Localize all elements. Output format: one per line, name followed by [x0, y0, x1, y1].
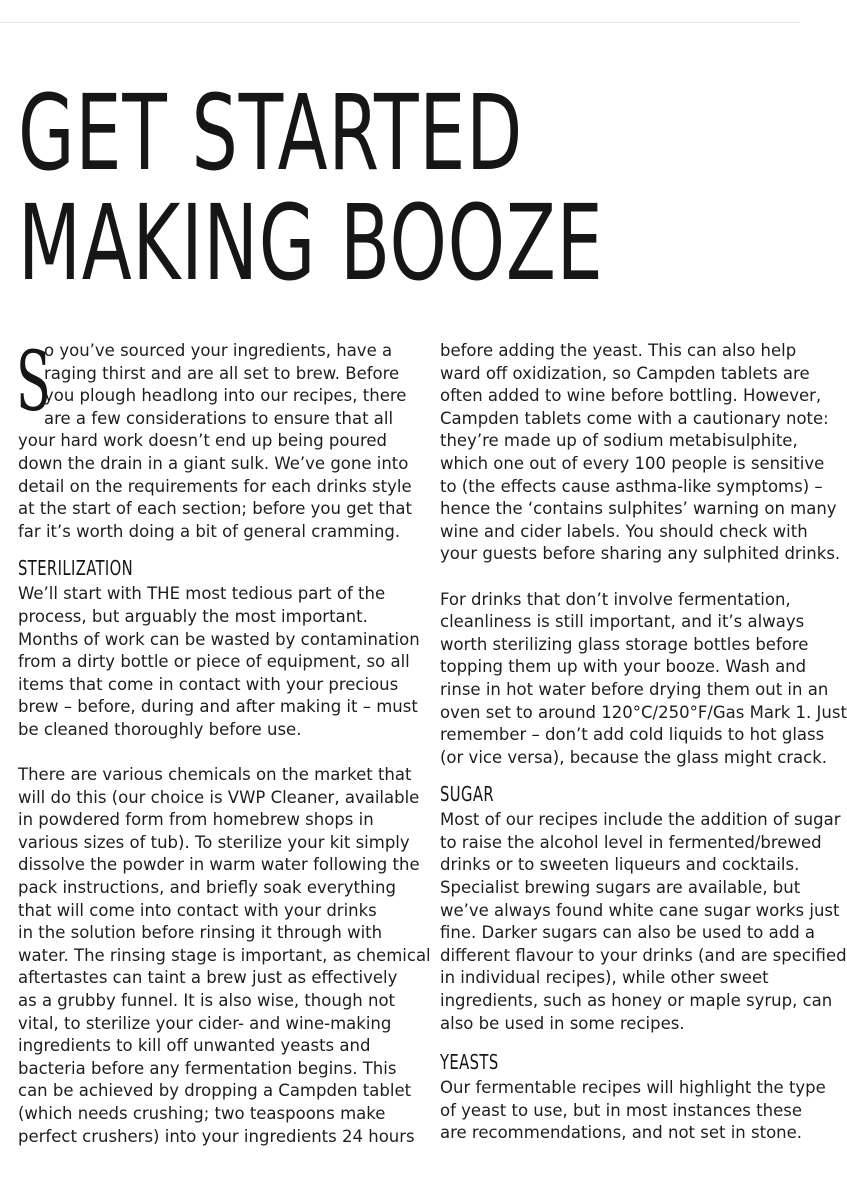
body-line: worth sterilizing glass storage bottles before — [440, 634, 809, 654]
intro-line: your hard work doesn’t end up being poured — [18, 431, 387, 451]
body-line: different flavour to your drinks (and are specified — [440, 945, 847, 965]
body-line: rinse in hot water before drying them out in an — [440, 679, 829, 699]
body-line: process, but arguably the most important. — [18, 606, 368, 626]
top-rule — [0, 22, 800, 23]
paragraph-gap — [18, 742, 418, 765]
sterilization-heading: STERILIZATION — [18, 556, 134, 581]
body-line: dissolve the powder in warm water following the — [18, 855, 420, 875]
body-line: cleanliness is still important, and it’s always — [440, 612, 805, 632]
body-line: to raise the alcohol level in fermented/brewed — [440, 832, 822, 852]
yeasts-paragraph — [440, 1077, 826, 1145]
intro-line: detail on the requirements for each drinks style — [18, 476, 412, 496]
body-line: which one out of every 100 people is sensitive — [440, 453, 825, 473]
body-line: ingredients, such as honey or maple syrup, can — [440, 991, 833, 1011]
body-line: fine. Darker sugars can also be used to add a — [440, 923, 816, 943]
body-line: For drinks that don’t involve fermentation, — [440, 589, 791, 609]
body-line: ingredients to kill off unwanted yeasts and — [18, 1036, 371, 1056]
body-line: oven set to around 120°C/250°F/Gas Mark 1. Just — [440, 702, 847, 722]
glass-bottles-paragraph — [440, 589, 847, 770]
body-line: will do this (our choice is VWP Cleaner, available — [18, 787, 420, 807]
body-line: (which needs crushing; two teaspoons make — [18, 1104, 386, 1123]
body-line: Months of work can be wasted by contamination — [18, 629, 420, 649]
body-line: in powdered form from homebrew shops in — [18, 810, 374, 830]
body-line: (or vice versa), because the glass might crack. — [440, 747, 828, 767]
body-line: We’ll start with THE most tedious part of the — [18, 584, 386, 604]
right-column — [440, 340, 847, 1145]
body-line: Campden tablets come with a cautionary note: — [440, 408, 829, 428]
body-line: Specialist brewing sugars are available, but — [440, 878, 801, 898]
body-line: Our fermentable recipes will highlight the type — [440, 1078, 826, 1098]
body-line: to (the effects cause asthma-like symptoms) – — [440, 476, 823, 496]
body-line: they’re made up of sodium metabisulphite, — [440, 431, 798, 451]
campden-paragraph — [440, 340, 841, 566]
body-line: water. The rinsing stage is important, as chemical — [18, 945, 431, 965]
body-line: vital, to sterilize your cider- and wine-making — [18, 1013, 392, 1033]
body-line: before adding the yeast. This can also help — [440, 341, 797, 360]
intro-line: down the drain in a giant sulk. We’ve gone into — [18, 453, 409, 473]
body-line: your guests before sharing any sulphited drinks. — [440, 544, 841, 564]
title-line-2: MAKING BOOZE — [18, 182, 604, 304]
body-line: also be used in some recipes. — [440, 1013, 685, 1033]
body-line: brew – before, during and after making it – must — [18, 697, 418, 717]
paragraph-gap — [440, 566, 800, 589]
body-line: that will come into contact with your drinks — [18, 900, 377, 920]
body-line: are recommendations, and not set in stone. — [440, 1123, 803, 1143]
left-column — [16, 335, 431, 1148]
body-line: in individual recipes), while other sweet — [440, 968, 769, 988]
body-line: There are various chemicals on the market that — [18, 765, 412, 785]
drop-cap: S — [16, 335, 51, 430]
body-line: topping them up with your booze. Wash and — [440, 657, 807, 677]
body-line: bacteria before any fermentation begins. This — [18, 1058, 397, 1078]
page-title — [18, 72, 604, 304]
body-line: various sizes of tub). To sterilize your kit simply — [18, 832, 410, 852]
body-line: we’ve always found white cane sugar works just — [440, 900, 840, 920]
sugar-heading: SUGAR — [440, 782, 495, 807]
body-line: items that come in contact with your precious — [18, 674, 399, 694]
body-line: drinks or to sweeten liqueurs and cocktails. — [440, 855, 800, 875]
intro-line: are a few considerations to ensure that all — [44, 408, 394, 428]
body-line: from a dirty bottle or piece of equipment, so all — [18, 652, 410, 672]
body-line: can be achieved by dropping a Campden tablet — [18, 1081, 412, 1101]
sterilization-paragraph-2 — [18, 764, 431, 1148]
body-line: remember – don’t add cold liquids to hot glass — [440, 725, 825, 745]
body-line: as a grubby funnel. It is also wise, though not — [18, 991, 396, 1011]
intro-line: at the start of each section; before you get that — [18, 499, 412, 519]
body-line: be cleaned thoroughly before use. — [18, 719, 302, 739]
body-line: wine and cider labels. You should check with — [440, 521, 808, 541]
body-line: hence the ‘contains sulphites’ warning on many — [440, 499, 837, 519]
intro-line: you plough headlong into our recipes, there — [44, 386, 407, 406]
body-line: often added to wine before bottling. However, — [440, 386, 822, 406]
sterilization-paragraph-1 — [18, 583, 418, 741]
sugar-paragraph — [440, 809, 847, 1035]
body-line: of yeast to use, but in most instances these — [440, 1100, 802, 1120]
title-line-1: GET STARTED — [18, 72, 524, 194]
yeasts-heading: YEASTS — [440, 1050, 499, 1075]
body-line: Most of our recipes include the addition of sugar — [440, 810, 841, 830]
body-line: ward off oxidization, so Campden tablets are — [440, 363, 810, 383]
body-line: aftertastes can taint a brew just as effectively — [18, 968, 398, 988]
intro-paragraph — [16, 335, 418, 543]
intro-line: o you’ve sourced your ingredients, have a — [44, 341, 393, 360]
intro-line: far it’s worth doing a bit of general cramming. — [18, 521, 401, 541]
intro-line: raging thirst and are all set to brew. Before — [44, 363, 400, 383]
body-line: in the solution before rinsing it through with — [18, 923, 383, 943]
body-line: pack instructions, and briefly soak everything — [18, 878, 396, 898]
body-line: perfect crushers) into your ingredients 24 hours — [18, 1126, 415, 1146]
